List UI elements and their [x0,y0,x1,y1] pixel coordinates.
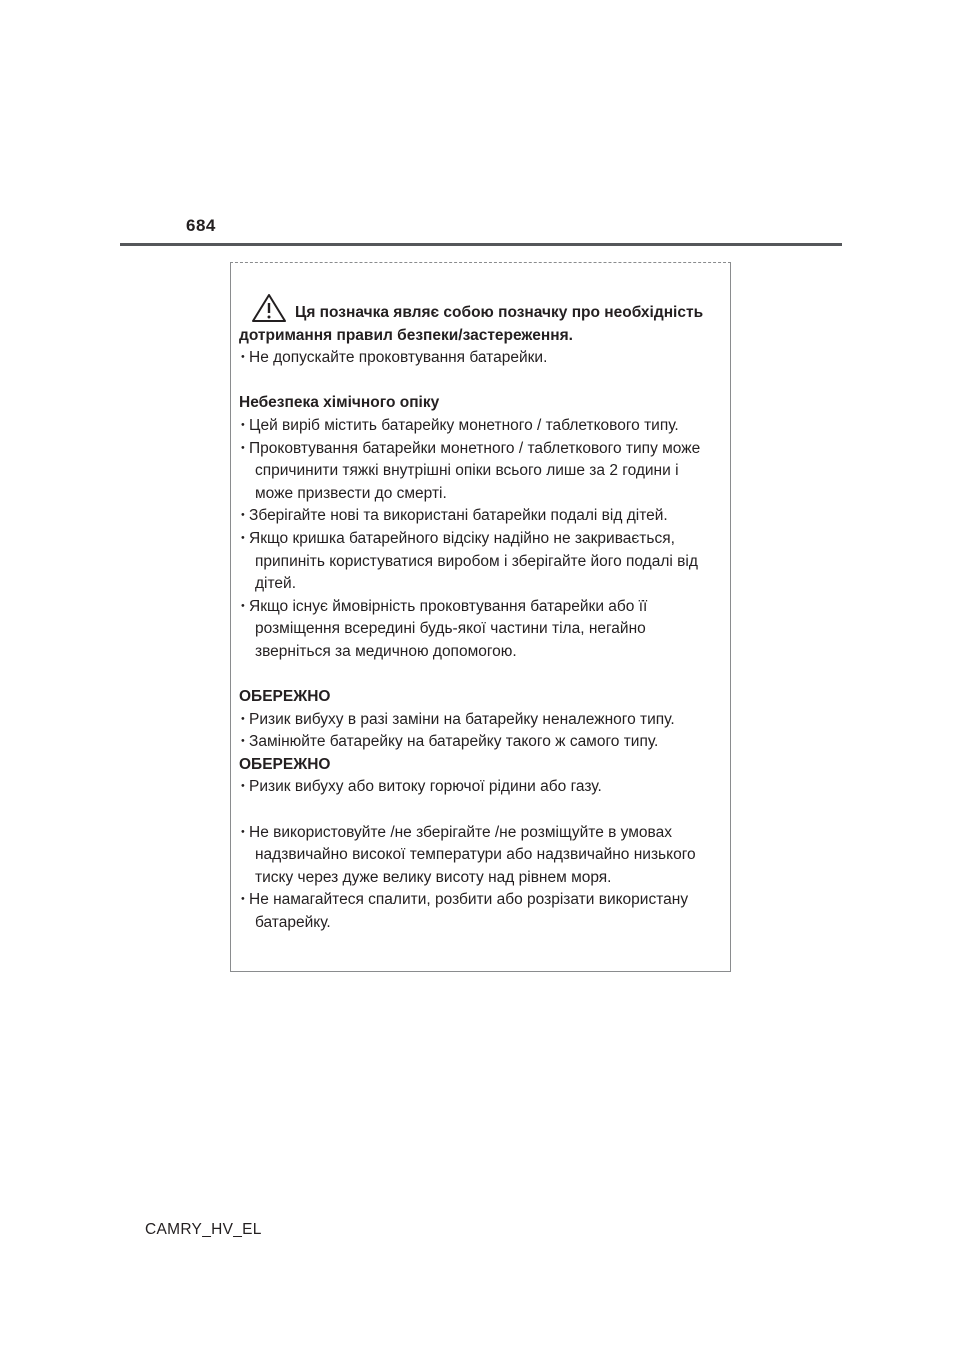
storage-bullet-1-cont-2: тиску через дуже велику висоту над рівнем моря. [255,868,612,886]
careful-heading-1: ОБЕРЕЖНО [239,688,331,706]
bullet-glyph: ･ [239,823,247,841]
bullet-glyph: ･ [239,416,247,434]
spacer [239,664,719,687]
spacer [239,799,719,822]
caution-content [239,293,719,935]
bullet-glyph: ･ [239,710,247,728]
bullet-glyph: ･ [239,597,247,615]
chem-bullet-3: ･ Зберігайте нові та використані батарейки подалі від дітей. [239,505,719,528]
bullet-glyph: ･ [239,733,247,751]
caution-box [230,262,731,972]
careful-heading-2: ОБЕРЕЖНО [239,755,331,773]
spacer [239,370,719,393]
chem-bullet-1: ･ Цей виріб містить батарейку монетного / таблеткового типу. [239,415,719,438]
model-code: CAMRY_HV_EL [145,1221,262,1238]
storage-bullet-1-cont-1: надзвичайно високої температури або надзвичайно низького [255,846,696,864]
storage-bullet-2-cont-1: батарейку. [255,914,331,932]
storage-bullet-2: ･ Не намагайтеся спалити, розбити або розрізати використану [239,889,719,912]
chem-bullet-5-cont-2: зверніться за медичною допомогою. [255,642,517,660]
careful1-bullet-1: ･ Ризик вибуху в разі заміни на батарейку неналежного типу. [239,709,719,732]
chem-bullet-2-cont-1: спричинити тяжкі внутрішні опіки всього лише за 2 години і [255,462,679,480]
page-number: 684 [186,216,216,235]
bullet-glyph: ･ [239,891,247,909]
careful2-bullet-1: ･ Ризик вибуху або витоку горючої рідини або газу. [239,776,719,799]
intro-bullet: ･ Не допускайте проковтування батарейки. [239,347,719,370]
storage-bullet-1: ･ Не використовуйте /не зберігайте /не розміщуйте в умовах [239,822,719,845]
intro-text-1: Ця позначка являє собою позначку про необхідність [295,304,704,321]
chem-bullet-2: ･ Проковтування батарейки монетного / таблеткового типу може [239,438,719,461]
chem-bullet-5-cont-1: розміщення всередині будь-якої частини тіла, негайно [255,620,646,638]
careful1-bullet-2: ･ Замінюйте батарейку на батарейку такого ж самого типу. [239,731,719,754]
bullet-glyph: ･ [239,778,247,796]
chem-bullet-2-cont-2: може призвести до смерті. [255,484,447,502]
warning-triangle-icon [251,293,287,323]
bullet-glyph: ･ [239,529,247,547]
bullet-glyph: ･ [239,507,247,525]
chem-bullet-4: ･ Якщо кришка батарейного відсіку надійно не закривається, [239,528,719,551]
bullet-glyph: ･ [239,349,247,367]
caution-intro-line-2: дотримання правил безпеки/застереження. [239,326,573,344]
chemical-burn-heading: Небезпека хімічного опіку [239,394,440,412]
chem-bullet-4-cont-2: дітей. [255,575,296,593]
header-rule [120,243,842,246]
bullet-glyph: ･ [239,439,247,457]
caution-intro-line-1 [239,293,719,325]
chem-bullet-4-cont-1: припиніть користуватися виробом і зберігайте його подалі від [255,552,698,570]
chem-bullet-5: ･ Якщо існує ймовірність проковтування батарейки або її [239,596,719,619]
